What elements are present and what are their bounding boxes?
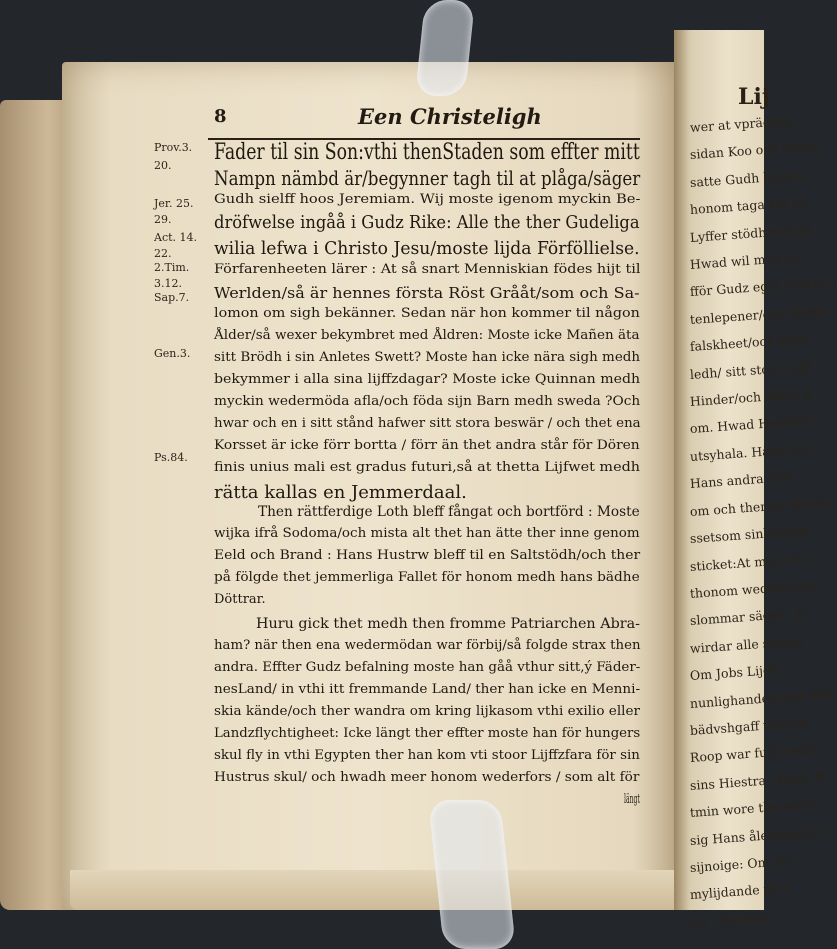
margin-note: Prov.3. <box>154 141 193 154</box>
text-line: Then rättferdige Loth bleff fångat och bortförd : Moste <box>258 504 640 520</box>
right-page-line: tenlepener/och sedan <box>689 302 827 327</box>
right-page-line: tar i Sanden i <box>689 908 777 930</box>
text-line: wijka ifrå Sodoma/och mista alt thet han ätte ther inne genom <box>214 526 640 541</box>
right-page-line: Lyffer stödh/och gå <box>689 221 813 245</box>
margin-note: 29. <box>154 213 172 226</box>
text-line: Werlden/så är hennes första Röst Grååt/som och Sa- <box>214 284 640 302</box>
text-line: lomon om sigh bekänner. Sedan när hon kommer til någon <box>214 306 640 321</box>
text-line: nesLand/ in vthi itt fremmande Land/ ther han icke en Menni- <box>214 682 641 697</box>
margin-note: 22. <box>154 247 172 260</box>
text-line: andra. Effter Gudz befalning moste han gåå vthur sitt,ý Fäder- <box>214 660 641 675</box>
margin-note: Sap.7. <box>154 291 190 304</box>
right-page-line: mylijdande på e <box>689 880 791 903</box>
text-line: bekymmer i alla sina lijffzdagar? Moste icke Quinnan medh <box>214 372 641 387</box>
right-page-line: ledh/ sitt stoor Lijff <box>689 358 812 382</box>
right-page-line: sig Hans ålende/och f <box>689 823 828 848</box>
margin-note: Ps.84. <box>154 451 188 464</box>
right-page-line: sidan Koo och meent <box>689 138 823 163</box>
text-line: Eeld och Brand : Hans Hustrw bleff til en Saltstödh/och ther <box>214 548 641 563</box>
right-page-line: honom taga sin So <box>689 194 808 218</box>
margin-note: 2.Tim. <box>154 261 190 274</box>
right-page-line: Roop war full medh <box>689 741 815 766</box>
text-line: rätta kallas en Jemmerdaal. <box>214 482 467 503</box>
right-page-heading: Lij <box>738 84 770 110</box>
page-number: 8 <box>214 106 227 127</box>
margin-note: Jer. 25. <box>154 197 194 210</box>
text-line: Döttrar. <box>214 592 266 607</box>
text-line: wilia lefwa i Christo Jesu/moste lijda Förföllielse. <box>214 238 640 259</box>
margin-note: 3.12. <box>154 277 182 290</box>
text-line: Landzflychtigheet: Icke längt ther effter moste han för hungers <box>214 726 641 741</box>
text-line: Korsset är icke förr bortta / förr än thet andra står för Dören <box>214 438 640 453</box>
text-line: Fader til sin Son:vthi thenStaden som effter mitt <box>214 140 640 165</box>
text-line: sitt Brödh i sin Anletes Swett? Moste han icke nära sigh medh <box>214 350 641 365</box>
right-page-line: fför Gudz eget Hierta e <box>689 274 837 300</box>
text-line: hwar och en i sitt stånd hafwer sitt stora beswär / och thet ena <box>214 416 641 431</box>
text-line: myckin wedermöda afla/och föda sijn Barn medh sweda ?Och <box>214 394 641 409</box>
right-page-line: nunlighandec:Han förl <box>689 685 833 711</box>
text-line: Huru gick thet medh then fromme Patriarchen Abra- <box>256 616 640 632</box>
right-page-line: Om Jobs Lijdn <box>689 661 780 684</box>
right-page-line: utsyhala. Hans Son <box>689 440 813 464</box>
margin-note: Gen.3. <box>154 347 191 360</box>
right-page-line: wirdar alle städes <box>689 632 804 656</box>
margin-note: Act. 14. <box>154 231 198 244</box>
right-page-line: wer at vpräckna- <box>689 112 798 135</box>
right-page-line: om. Hwad Hwßfors <box>689 412 814 437</box>
text-line: på fölgde thet jemmerliga Fallet för honom medh hans bädhe <box>214 570 640 585</box>
right-page-line: sins Hiestra : Hans H <box>689 768 827 793</box>
right-page <box>674 30 837 930</box>
page-header <box>208 104 640 140</box>
text-line: Hustrus skul/ och hwadh meer honom wederfors / som alt för <box>214 770 640 785</box>
right-page-line: om och thenne Absolo <box>689 493 831 519</box>
right-page-line: sticket:At man inte <box>689 550 811 574</box>
text-line: Gudh sielff hoos Jeremiam. Wij moste igenom myckin Be- <box>214 192 641 207</box>
right-page-line: bädvshgaff war/all <box>689 714 808 738</box>
right-page-line: slommar säger : Ja <box>689 605 810 629</box>
right-page-line: sijnoige: Om ma <box>689 852 794 875</box>
page-fold <box>70 870 682 910</box>
right-page-line: thonom wederfaren <box>689 577 816 601</box>
text-line: skia kände/och ther wandra om kring lijkasom vthi exilio eller <box>214 704 640 719</box>
text-line: Förfarenheeten lärer : At så snart Menniskian födes hijt til <box>214 262 641 277</box>
right-page-line: ssetsom sinkeligen <box>689 522 811 547</box>
text-line: ham? när then ena wedermödan war förbij/så folgde strax then <box>214 638 641 653</box>
right-page-line: satte Gudh honom <box>689 166 807 190</box>
right-page-line: Hinder/och sökte w <box>689 385 814 410</box>
margin-note: 20. <box>154 159 172 172</box>
right-page-text <box>689 112 837 936</box>
text-line: längt <box>624 792 640 807</box>
right-page-line: falskheet/och sijne <box>689 331 809 355</box>
right-page-line: Hwad wil man sä <box>689 249 800 273</box>
text-line: Nampn nämbd är/begynner tagh til at plåga/säger <box>214 166 641 190</box>
right-page-line: tmin wore the samt <box>689 796 814 821</box>
text-line: skul fly in vthi Egypten ther han kom vti stoor Lijffzfara för sin <box>214 748 640 763</box>
running-head: Een Christeligh <box>358 104 542 129</box>
text-line: finis unius mali est gradus futuri,så at thetta Lijfwet medh <box>214 460 641 475</box>
right-page-line: Hans andra Son <box>689 469 793 492</box>
text-line: dröfwelse ingåå i Gudz Rike: Alle the ther Gudeliga <box>214 212 640 233</box>
text-line: Ålder/så wexer bekymbret med Åldren: Moste icke Mañen äta <box>214 328 640 343</box>
